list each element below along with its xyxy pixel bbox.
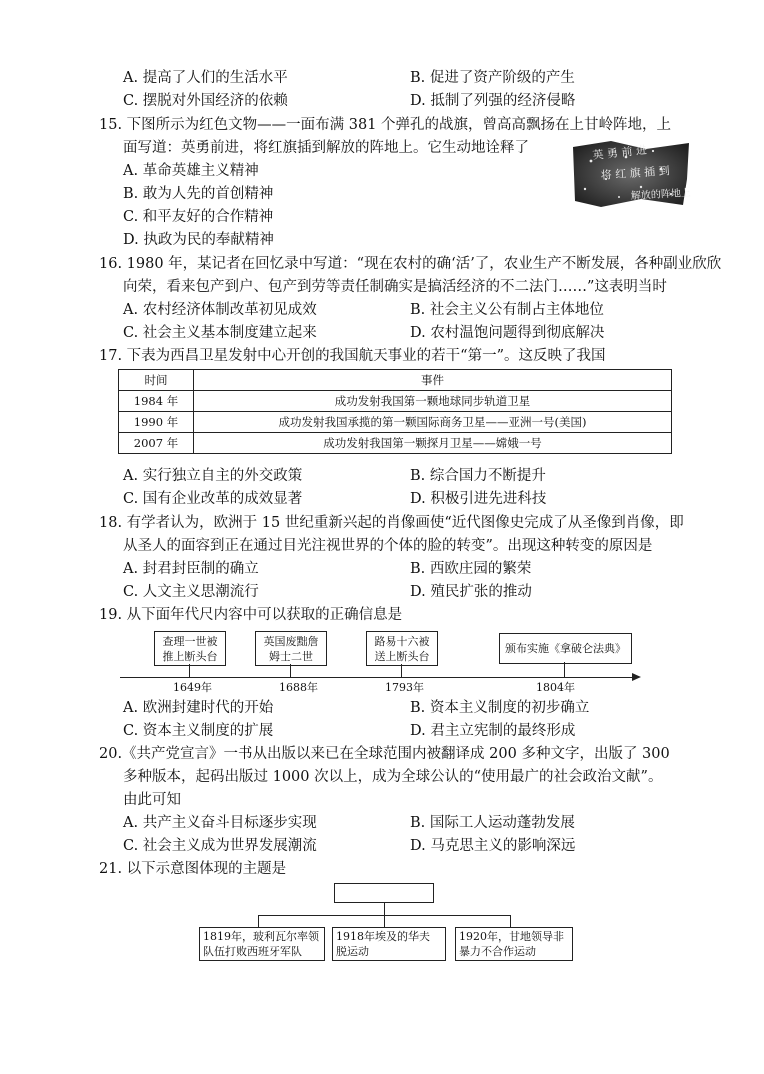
q20-option-d[interactable]: D. 马克思主义的影响深远: [410, 838, 576, 854]
table-cell-event: 成功发射我国第一颗地球同步轨道卫星: [194, 391, 672, 412]
timeline-year: 1793年: [385, 681, 424, 694]
timeline-year: 1688年: [279, 681, 318, 694]
timeline-year: 1649年: [173, 681, 212, 694]
table-row: [119, 412, 672, 433]
q20-option-a[interactable]: A. 共产主义奋斗目标逐步实现: [123, 815, 317, 831]
q20-stem-line3: 由此可知: [123, 792, 181, 808]
diagram-event-text: 1819年，玻利瓦尔率领: [203, 930, 319, 943]
diagram-event-box: [332, 927, 446, 961]
q15-option-a[interactable]: A. 革命英雄主义精神: [123, 163, 259, 179]
q14-option-a[interactable]: A. 提高了人们的生活水平: [123, 70, 288, 86]
q20-option-c[interactable]: C. 社会主义成为世界发展潮流: [123, 838, 317, 854]
timeline-event-box: [366, 631, 438, 666]
q18-option-b[interactable]: B. 西欧庄园的繁荣: [410, 561, 532, 577]
q20-stem-line2: 多种版本，起码出版过 1000 次以上，成为全球公认的“使用最广的社会政治文献”。: [123, 769, 663, 785]
timeline-arrow-icon: [632, 673, 641, 681]
q18-stem-line2: 从圣人的面容到正在通过目光注视世界的个体的脸的转变”。出现这种转变的原因是: [123, 538, 653, 554]
q18-option-a[interactable]: A. 封君封臣制的确立: [123, 561, 259, 577]
q20-stem-line1: 20.《共产党宣言》一书从出版以来已在全球范围内被翻译成 200 多种文字，出版了 300: [99, 746, 670, 762]
timeline-connector: [189, 664, 190, 677]
table-header-event: 事件: [194, 370, 672, 391]
diagram-event-text: 队伍打败西班牙军队: [203, 945, 302, 958]
q21-stem-line1: 21. 以下示意图体现的主题是: [99, 861, 287, 877]
q15-option-c[interactable]: C. 和平友好的合作精神: [123, 209, 274, 225]
q17-option-a[interactable]: A. 实行独立自主的外交政策: [123, 468, 303, 484]
q15-option-d[interactable]: D. 执政为民的奉献精神: [123, 232, 274, 248]
timeline-event-label: 路易十六被送上断头台: [374, 634, 430, 663]
q17-option-d[interactable]: D. 积极引进先进科技: [410, 491, 547, 507]
timeline-connector: [564, 662, 565, 677]
q20-option-b[interactable]: B. 国际工人运动蓬勃发展: [410, 815, 575, 831]
svg-text:解放的阵地上: 解放的阵地上: [630, 187, 692, 202]
table-cell-year: 1990 年: [119, 412, 194, 433]
q17-stem-line1: 17. 下表为西昌卫星发射中心开创的我国航天事业的若干“第一”。这反映了我国: [99, 348, 606, 364]
timeline-event-label: 英国废黜詹姆士二世: [263, 634, 319, 663]
q15-stem-line1: 15. 下图所示为红色文物——一面布满 381 个弹孔的战旗，曾高高飘扬在上甘岭阵地，上: [99, 117, 672, 133]
q14-option-d[interactable]: D. 抵制了列强的经济侵略: [410, 93, 576, 109]
diagram-event-text: 脱运动: [336, 945, 369, 958]
q19-option-d[interactable]: D. 君主立宪制的最终形成: [410, 723, 576, 739]
timeline-event-box: [499, 633, 632, 664]
table-cell-year: 2007 年: [119, 433, 194, 454]
q18-stem-line1: 18. 有学者认为，欧洲于 15 世纪重新兴起的肖像画使“近代图像史完成了从圣像到肖像，即: [99, 515, 684, 531]
diagram-connector: [258, 915, 259, 927]
q19-option-b[interactable]: B. 资本主义制度的初步确立: [410, 700, 590, 716]
table-cell-event: 成功发射我国第一颗探月卫星——嫦娥一号: [194, 433, 672, 454]
table-header-row: [119, 370, 672, 391]
table-header-time: 时间: [119, 370, 194, 391]
q16-stem-line2: 向荣，看来包产到户、包产到劳等责任制确实是搞活经济的不二法门……”这表明当时: [123, 279, 667, 295]
q19-option-c[interactable]: C. 资本主义制度的扩展: [123, 723, 274, 739]
q16-option-a[interactable]: A. 农村经济体制改革初见成效: [123, 302, 317, 318]
timeline-connector: [401, 664, 402, 677]
diagram-connector: [510, 915, 511, 927]
q16-option-c[interactable]: C. 社会主义基本制度建立起来: [123, 325, 317, 341]
svg-text:将 红 旗 插 到: 将 红 旗 插 到: [600, 164, 671, 182]
q19-stem-line1: 19. 从下面年代尺内容中可以获取的正确信息是: [99, 607, 403, 623]
diagram-connector: [384, 915, 385, 927]
q16-option-d[interactable]: D. 农村温饱问题得到彻底解决: [410, 325, 605, 341]
table-cell-event: 成功发射我国承揽的第一颗国际商务卫星——亚洲一号(美国): [194, 412, 672, 433]
diagram-theme-blank-box: [334, 883, 434, 903]
q19-option-a[interactable]: A. 欧洲封建时代的开始: [123, 700, 274, 716]
q17-table: [118, 369, 672, 454]
timeline-axis: [120, 677, 635, 678]
diagram-event-text: 暴力不合作运动: [459, 945, 536, 958]
timeline-event-box: [154, 631, 226, 666]
timeline-year: 1804年: [536, 681, 575, 694]
diagram-event-text: 1920年，甘地领导非: [459, 930, 564, 943]
timeline-connector: [290, 664, 291, 677]
q14-option-c[interactable]: C. 摆脱对外国经济的依赖: [123, 93, 288, 109]
q18-option-d[interactable]: D. 殖民扩张的推动: [410, 584, 532, 600]
q15-stem-line2: 面写道：英勇前进，将红旗插到解放的阵地上。它生动地诠释了: [123, 140, 529, 156]
q17-option-c[interactable]: C. 国有企业改革的成效显著: [123, 491, 303, 507]
table-row: [119, 433, 672, 454]
diagram-connector: [384, 903, 385, 915]
table-cell-year: 1984 年: [119, 391, 194, 412]
q18-option-c[interactable]: C. 人文主义思潮流行: [123, 584, 259, 600]
diagram-event-box: [199, 927, 325, 961]
timeline-event-label: 查理一世被推上断头台: [162, 634, 218, 663]
svg-text:英 勇 前 进: 英 勇 前 进: [591, 143, 648, 162]
q14-option-b[interactable]: B. 促进了资产阶级的产生: [410, 70, 575, 86]
timeline-event-box: [255, 631, 327, 666]
timeline-event-label: 颁布实施《拿破仑法典》: [505, 642, 626, 655]
diagram-event-text: 1918年埃及的华夫: [336, 930, 430, 943]
q16-stem-line1: 16. 1980 年，某记者在回忆录中写道：“现在农村的确‘活’了，农业生产不断发展，各种副业欣欣: [99, 256, 722, 272]
battle-flag-image: [571, 139, 692, 209]
diagram-event-box: [455, 927, 573, 961]
q15-option-b[interactable]: B. 敢为人先的首创精神: [123, 186, 274, 202]
q16-option-b[interactable]: B. 社会主义公有制占主体地位: [410, 302, 604, 318]
q17-option-b[interactable]: B. 综合国力不断提升: [410, 468, 546, 484]
table-row: [119, 391, 672, 412]
